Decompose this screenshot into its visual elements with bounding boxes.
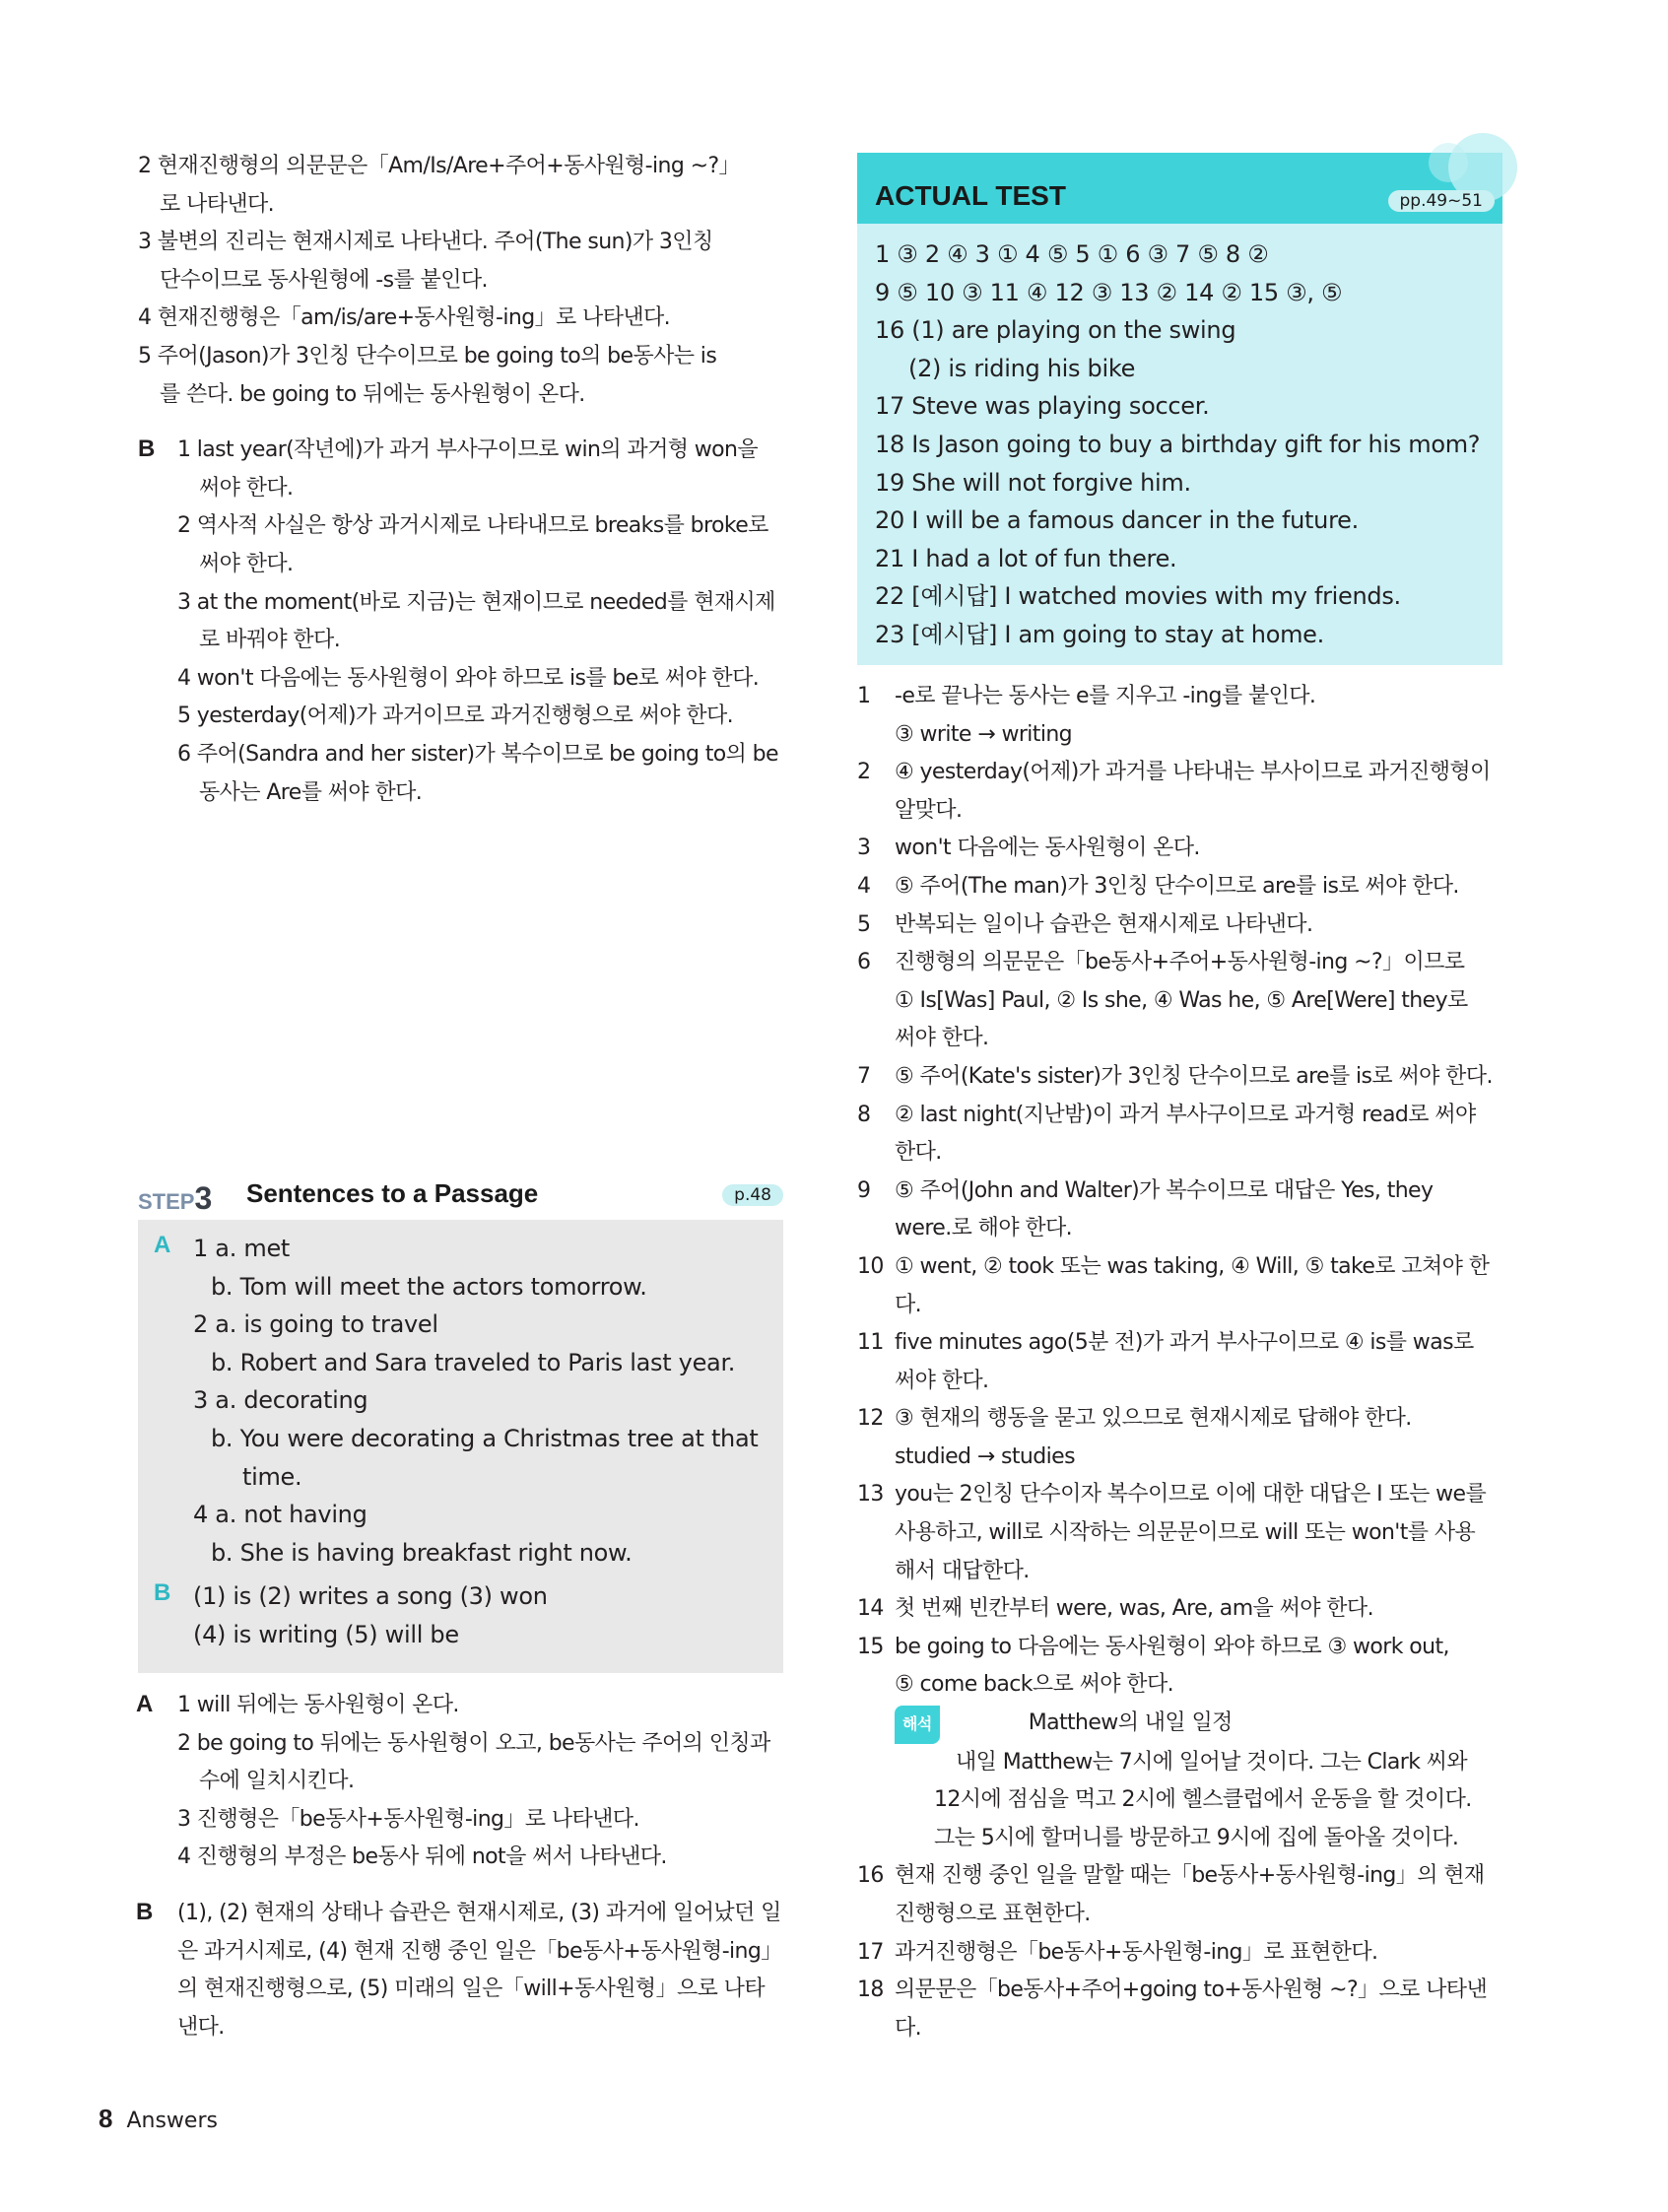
answer-explanation-line: 5 주어(Jason)가 3인칭 단수이므로 be going to의 be동사는 is — [138, 343, 717, 369]
question-number: 10 — [857, 1253, 884, 1279]
question-number: 12 — [857, 1406, 884, 1432]
answer-explanation-line: 2 현재진행형의 의문문은「Am/Is/Are+주어+동사원형-ing ~?」 — [138, 154, 740, 178]
question-number: 17 — [857, 1939, 884, 1965]
explanation-text: 반복되는 일이나 습관은 현재시제로 나타낸다. — [895, 911, 1313, 937]
explanation-text: ⑤ 주어(The man)가 3인칭 단수이므로 are를 is로 써야 한다. — [895, 873, 1459, 899]
section-letter-a: A — [136, 1691, 154, 1717]
haeseok-line: 12시에 점심을 먹고 2시에 헬스클럽에서 운동을 할 것이다. — [934, 1787, 1472, 1813]
explanation-text: 써야 한다. — [895, 1026, 989, 1051]
answer-key-line: 18 Is Jason going to buy a birthday gift for his mom? — [875, 430, 1481, 458]
step3-answer-line: 1 a. met — [193, 1235, 291, 1262]
explanation-text: 진행형으로 표현한다. — [895, 1902, 1091, 1926]
explanation-line — [857, 1097, 1507, 1135]
answer-key-line: (2) is riding his bike — [908, 354, 1136, 382]
explanation-line — [857, 1439, 1507, 1477]
answer-explanation-line: 동사는 Are를 써야 한다. — [199, 779, 423, 805]
explanation-text: ⑤ come back으로 써야 한다. — [895, 1672, 1174, 1698]
answer-explanation-line: 의 현재진행형으로, (5) 미래의 일은「will+동사원형」으로 나타 — [177, 1977, 765, 2002]
explanation-line — [857, 1248, 1507, 1287]
explanation-line — [857, 1363, 1507, 1401]
explanation-text: 한다. — [895, 1140, 942, 1166]
answer-key-row: 9 ⑤ 10 ③ 11 ④ 12 ③ 13 ② 14 ② 15 ③, ⑤ — [875, 278, 1343, 306]
answer-explanation-line: 를 쓴다. be going to 뒤에는 동사원형이 온다. — [160, 381, 585, 407]
question-number: 2 — [857, 760, 871, 785]
step3-answer-line: b. You were decorating a Christmas tree at that — [211, 1424, 759, 1452]
answer-explanation-line: 써야 한다. — [199, 475, 294, 501]
answer-explanation-line: 은 과거시제로, (4) 현재 진행 중인 일은「be동사+동사원형-ing」 — [177, 1938, 782, 1964]
explanation-line — [857, 754, 1507, 792]
decorative-bubble — [1429, 143, 1468, 182]
explanation-line — [857, 1514, 1507, 1553]
section-letter-b: B — [136, 1898, 154, 1925]
answer-key-line: 17 Steve was playing soccer. — [875, 392, 1210, 421]
explanation-text: 과거진행형은「be동사+동사원형-ing」로 표현한다. — [895, 1939, 1378, 1965]
answer-explanation-line: 4 진행형의 부정은 be동사 뒤에 not을 써서 나타낸다. — [177, 1844, 667, 1870]
question-number: 5 — [857, 911, 871, 937]
step3-answer-line: b. She is having breakfast right now. — [211, 1538, 633, 1567]
explanation-text: ③ write → writing — [895, 721, 1073, 747]
explanation-text: 현재 진행 중인 일을 말할 때는「be동사+동사원형-ing」의 현재 — [895, 1863, 1485, 1889]
explanation-text: 써야 한다. — [895, 1368, 989, 1393]
explanation-text: ⑤ 주어(Kate's sister)가 3인칭 단수이므로 are를 is로 써야 한다. — [895, 1063, 1493, 1089]
actual-test-title: ACTUAL TEST — [875, 180, 1066, 211]
step-label-text: STEP — [138, 1189, 195, 1214]
explanation-text: five minutes ago(5분 전)가 과거 부사구이므로 ④ is를 was로 — [895, 1330, 1474, 1356]
step-page-badge: p.48 — [722, 1184, 783, 1206]
section-letter-b: B — [138, 436, 156, 463]
question-number: 9 — [857, 1177, 871, 1203]
answer-explanation-line: 수에 일치시킨다. — [199, 1769, 355, 1794]
step3-answer-line: time. — [242, 1462, 302, 1491]
answer-explanation-line: 6 주어(Sandra and her sister)가 복수이므로 be going to의 be — [177, 741, 778, 767]
question-number: 7 — [857, 1063, 871, 1089]
actual-test-box — [857, 153, 1502, 665]
step3-answer-box — [138, 1220, 783, 1673]
question-number: 15 — [857, 1634, 884, 1659]
explanation-line — [857, 1287, 1507, 1325]
explanation-line — [857, 1058, 1507, 1097]
answer-explanation-line: 낸다. — [177, 2014, 225, 2040]
explanation-line — [857, 1553, 1507, 1591]
answer-explanation-line: 3 진행형은「be동사+동사원형-ing」로 나타낸다. — [177, 1806, 639, 1832]
actual-test-header — [857, 153, 1502, 224]
answer-explanation-line: 로 바꿔야 한다. — [199, 628, 341, 653]
answer-key-line: 20 I will be a famous dancer in the future. — [875, 506, 1359, 535]
explanation-line — [857, 1020, 1507, 1058]
explanation-text: 다. — [895, 1292, 922, 1317]
answer-explanation-line: 로 나타낸다. — [160, 191, 275, 217]
answer-explanation-line: 2 역사적 사실은 항상 과거시제로 나타내므로 breaks를 broke로 — [177, 513, 768, 539]
answer-key-line: 21 I had a lot of fun there. — [875, 544, 1177, 572]
answer-explanation-line: 1 will 뒤에는 동사원형이 온다. — [177, 1693, 459, 1717]
explanation-line — [857, 1173, 1507, 1211]
step3-answer-line: 4 a. not having — [193, 1501, 367, 1529]
step3-answer-line: (1) is (2) writes a song (3) won — [193, 1582, 548, 1611]
haeseok-block — [857, 1705, 1507, 1857]
explanation-line — [857, 1210, 1507, 1248]
answer-key-row: 1 ③ 2 ④ 3 ① 4 ⑤ 5 ① 6 ③ 7 ⑤ 8 ② — [875, 240, 1269, 268]
answer-explanation-line: 단수이므로 동사원형에 -s를 붙인다. — [160, 267, 488, 293]
answer-key-line: 16 (1) are playing on the swing — [875, 316, 1236, 345]
step3-answer-line: b. Tom will meet the actors tomorrow. — [211, 1272, 647, 1301]
answer-explanation-line: 5 yesterday(어제)가 과거이므로 과거진행형으로 써야 한다. — [177, 704, 734, 729]
question-number: 16 — [857, 1863, 884, 1889]
answer-explanation-line: 3 at the moment(바로 지금)는 현재이므로 needed를 현재시제 — [177, 589, 775, 615]
explanation-line — [857, 1857, 1507, 1896]
question-number: 13 — [857, 1482, 884, 1508]
explanation-text: 진행형의 의문문은「be동사+주어+동사원형-ing ~?」이므로 — [895, 950, 1465, 975]
explanation-text: 해서 대답한다. — [895, 1558, 1030, 1583]
question-number: 18 — [857, 1977, 884, 2003]
question-number: 6 — [857, 950, 871, 975]
question-number: 11 — [857, 1330, 884, 1356]
explanation-line — [857, 1934, 1507, 1973]
explanation-line — [857, 1666, 1507, 1705]
explanation-text: 사용하고, will로 시작하는 의문문이므로 will 또는 won't를 사용 — [895, 1520, 1476, 1546]
explanation-text: ① Is[Was] Paul, ② Is she, ④ Was he, ⑤ Are[Were] they로 — [895, 987, 1468, 1013]
answer-explanation-line: 1 last year(작년에)가 과거 부사구이므로 win의 과거형 won을 — [177, 437, 759, 463]
explanation-line — [857, 868, 1507, 906]
answer-explanation-line: 2 be going to 뒤에는 동사원형이 오고, be동사는 주어의 인칭과 — [177, 1730, 770, 1756]
explanation-text: ⑤ 주어(John and Walter)가 복수이므로 대답은 Yes, they — [895, 1177, 1434, 1203]
question-number: 4 — [857, 873, 871, 899]
step3-answer-line: 2 a. is going to travel — [193, 1310, 438, 1339]
question-number: 3 — [857, 836, 871, 861]
explanation-line — [857, 1324, 1507, 1363]
page-footer — [99, 2104, 218, 2134]
step-number: 3 — [194, 1180, 213, 1216]
right-explanations — [857, 678, 1507, 2047]
answer-explanation-line: 3 불변의 진리는 현재시제로 나타낸다. 주어(The sun)가 3인칭 — [138, 230, 713, 255]
explanation-line — [857, 1400, 1507, 1439]
step-title: Sentences to a Passage — [246, 1178, 539, 1208]
step3-answer-line: (4) is writing (5) will be — [193, 1620, 459, 1648]
explanation-line — [857, 2010, 1507, 2048]
explanation-line — [857, 716, 1507, 755]
question-number: 14 — [857, 1596, 884, 1622]
explanation-text: ③ 현재의 행동을 묻고 있으므로 현재시제로 답해야 한다. — [895, 1406, 1412, 1432]
explanation-line — [857, 792, 1507, 831]
explanation-text: 알맞다. — [895, 797, 963, 823]
section-letter-b: B — [154, 1579, 171, 1607]
explanation-text: be going to 다음에는 동사원형이 와야 하므로 ③ work out, — [895, 1634, 1449, 1659]
explanation-line — [857, 982, 1507, 1021]
explanation-text: you는 2인칭 단수이자 복수이므로 이에 대한 대답은 I 또는 we를 — [895, 1482, 1487, 1508]
explanation-line — [857, 944, 1507, 982]
explanation-line — [857, 906, 1507, 945]
explanation-text: ① went, ② took 또는 was taking, ④ Will, ⑤ take로 고쳐야 한 — [895, 1253, 1490, 1279]
haeseok-badge: 해석 — [895, 1706, 940, 1744]
explanation-text: ④ yesterday(어제)가 과거를 나타내는 부사이므로 과거진행형이 — [895, 760, 1491, 785]
explanation-line — [857, 1972, 1507, 2010]
explanation-line — [857, 1629, 1507, 1667]
actual-test-pages-badge: pp.49~51 — [1388, 190, 1496, 212]
explanation-line — [857, 1134, 1507, 1173]
explanation-text: won't 다음에는 동사원형이 온다. — [895, 836, 1200, 861]
explanation-line — [857, 678, 1507, 716]
explanation-text: ② last night(지난밤)이 과거 부사구이므로 과거형 read로 써야 — [895, 1102, 1476, 1127]
step3-answer-line: 3 a. decorating — [193, 1386, 368, 1415]
explanation-text: were.로 해야 한다. — [895, 1216, 1073, 1241]
left-column-top — [138, 148, 788, 812]
explanation-text: -e로 끝나는 동사는 e를 지우고 -ing를 붙인다. — [895, 684, 1316, 708]
haeseok-line: 내일 Matthew는 7시에 일어날 것이다. 그는 Clark 씨와 — [956, 1749, 1468, 1775]
explanation-text: 첫 번째 빈칸부터 were, was, Are, am을 써야 한다. — [895, 1596, 1373, 1622]
explanation-text: 다. — [895, 2015, 922, 2041]
answer-explanation-line: (1), (2) 현재의 상태나 습관은 현재시제로, (3) 과거에 일어났던 일 — [177, 1900, 781, 1925]
step3-answer-line: b. Robert and Sara traveled to Paris last year. — [211, 1348, 736, 1376]
explanation-line — [857, 1590, 1507, 1629]
answer-explanation-line: 4 현재진행형은「am/is/are+동사원형-ing」로 나타낸다. — [138, 305, 671, 331]
haeseok-line: 그는 5시에 할머니를 방문하고 9시에 집에 돌아올 것이다. — [934, 1825, 1459, 1850]
answer-explanation-line: 4 won't 다음에는 동사원형이 와야 하므로 is를 be로 써야 한다. — [177, 665, 760, 691]
page-number: 8 — [99, 2104, 113, 2133]
question-number: 8 — [857, 1102, 871, 1127]
answer-key-line: 19 She will not forgive him. — [875, 468, 1191, 497]
answer-explanation-line: 써야 한다. — [199, 551, 294, 576]
explanation-text: 의문문은「be동사+주어+going to+동사원형 ~?」으로 나타낸 — [895, 1977, 1488, 2003]
explanation-line — [857, 830, 1507, 868]
explanation-line — [857, 1896, 1507, 1934]
question-number: 1 — [857, 684, 871, 708]
answer-key-line: 23 [예시답] I am going to stay at home. — [875, 620, 1324, 648]
step-label — [138, 1180, 212, 1217]
answer-key-line: 22 [예시답] I watched movies with my friends. — [875, 582, 1401, 611]
haeseok-title: Matthew의 내일 일정 — [1028, 1710, 1233, 1736]
left-column-bottom — [138, 1687, 788, 2046]
explanation-text: studied → studies — [895, 1443, 1075, 1469]
explanation-line — [857, 1476, 1507, 1514]
section-letter-a: A — [154, 1232, 171, 1258]
footer-label: Answers — [126, 2109, 218, 2133]
